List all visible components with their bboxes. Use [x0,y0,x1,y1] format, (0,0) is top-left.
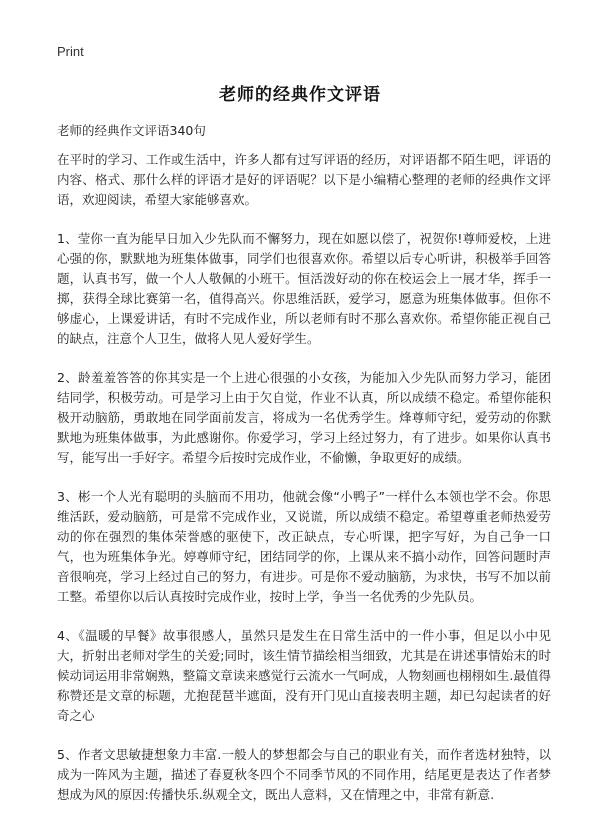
comment-paragraph-3: 3、彬一个人光有聪明的头脑而不用功，他就会像“小鸭子”一样什么本领也学不会。你思维活跃，爱动脑筋，可是常不完成作业，又说谎，所以成绩不稳定。希望尊重老师热爱劳动的你在强烈的集体荣誉感的驱使下，改正缺点，专心听课，把字写好，为自己争一口气，也为班集体争光。婷尊师守纪，团结同学的你，上课从来不搞小动作，回答问题时声音很响亮，学习上经过自己的努力，有进步。可是你不爱动脑筋，为求快，书写不加以前工整。希望你以后认真按时完成作业，按时上学，争当一名优秀的少先队员。 [57,489,551,604]
comment-paragraph-4: 4、《温暖的早餐》故事很感人，虽然只是发生在日常生活中的一件小事，但足以小中见大，折射出老师对学生的关爱;同时，该生情节描绘相当细致，尤其是在讲述事情始末的时候动词运用非常娴熟，整篇文章读来感觉行云流水一气呵成，人物刻画也栩栩如生.最值得称赞还是文章的标题，尤抱琵琶半遮面，没有开门见山直接表明主题，却已勾起读者的好奇之心 [57,628,551,723]
intro-paragraph: 在平时的学习、工作或生活中，许多人都有过写评语的经历，对评语都不陌生吧，评语的内容、格式、那什么样的评语才是好的评语呢？以下是小编精心整理的老师的经典作文评语，欢迎阅读，希望大家能够喜欢。 [57,152,551,207]
print-link[interactable]: Print [57,44,84,59]
article-title: 老师的经典作文评语 [219,85,381,105]
article-subtitle: 老师的经典作文评语340句 [57,123,206,138]
article-body [57,150,551,824]
comment-paragraph-1: 1、莹你一直为能早日加入少先队而不懈努力，现在如愿以偿了，祝贺你!尊师爱校，上进心强的你，默默地为班集体做事，同学们也很喜欢你。希望以后专心听讲，积极举手回答题，认真书写，做一个人人敬佩的小班干。恒活泼好动的你在校运会上一展才华，挥手一掷，获得全球比赛第一名，值得高兴。你思维活跃，爱学习，愿意为班集体做事。但你不够虚心，上课爱讲话，有时不完成作业，所以老师有时不那么喜欢你。希望你能正视自己的缺点，注意个人卫生，做将人见人爱好学生。 [57,231,551,346]
comment-paragraph-5: 5、作者文思敏捷想象力丰富.一般人的梦想都会与自己的职业有关，而作者选材独特，以成为一阵风为主题，描述了春夏秋冬四个不同季节风的不同作用，结尾更是表达了作者梦想成为风的原因:传播快乐.纵观全文，既出人意料，又在情理之中，非常有新意. [57,747,551,802]
comment-paragraph-2: 2、龄羞羞答答的你其实是一个上进心很强的小女孩，为能加入少先队而努力学习，能团结同学，积极劳动。可是学习上由于欠自觉，作业不认真，所以成绩不稳定。希望你能积极开动脑筋，勇敢地在同学面前发言，将成为一名优秀学生。烽尊师守纪，爱劳动的你默默地为班集体做事，为此感谢你。你爱学习，学习上经过努力，有了进步。如果你认真书写，能写出一手好字。希望今后按时完成作业，不偷懒，争取更好的成绩。 [57,370,551,465]
